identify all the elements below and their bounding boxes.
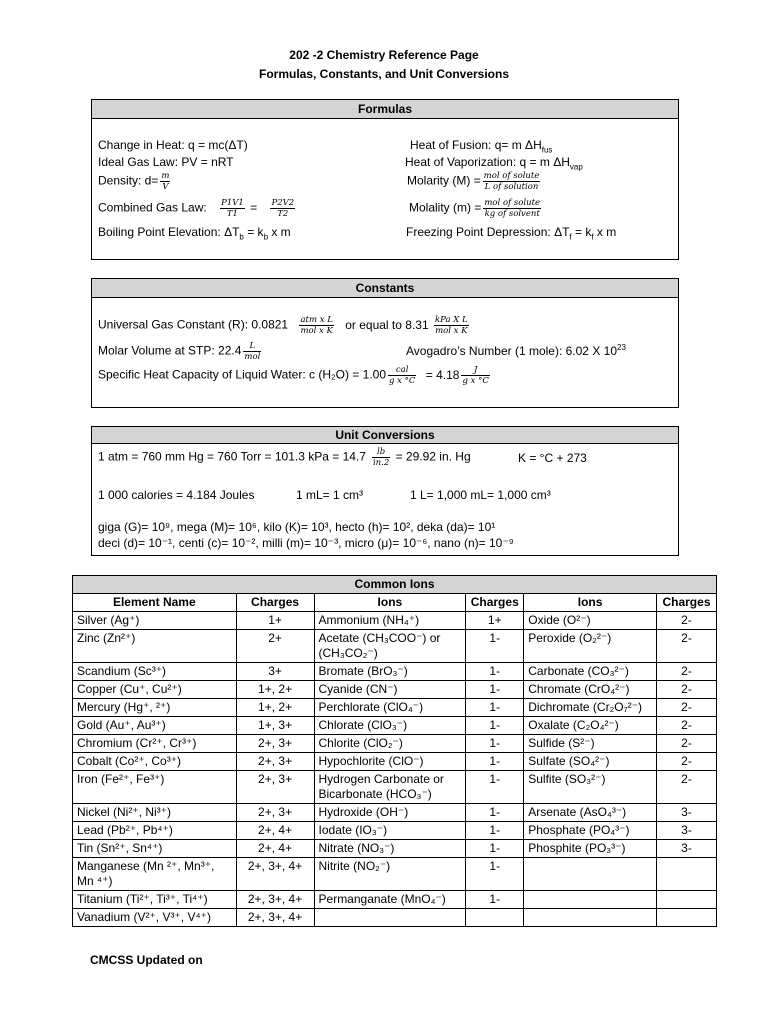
table-cell: Hydrogen Carbonate or Bicarbonate (HCO₃⁻)	[314, 771, 466, 804]
ions-table-caption: Common Ions	[73, 576, 717, 594]
spec-heat-den2: g x °C	[462, 376, 489, 386]
table-cell: 2+, 3+	[236, 804, 314, 822]
avogadro-text: Avogadro’s Number (1 mole): 6.02 X 10	[406, 344, 618, 358]
table-cell: 1+	[236, 612, 314, 630]
table-cell: 2-	[656, 753, 716, 771]
table-cell: 2+, 3+, 4+	[236, 891, 314, 909]
table-cell	[656, 909, 716, 927]
table-row	[73, 612, 717, 630]
table-cell: Chlorite (ClO₂⁻)	[314, 735, 466, 753]
table-cell: 1+	[466, 612, 524, 630]
boiling-point-formula	[98, 225, 291, 241]
vap-text: Heat of Vaporization: q = m ΔH	[405, 155, 570, 169]
table-cell: 1-	[466, 699, 524, 717]
table-cell: Nitrate (NO₃⁻)	[314, 840, 466, 858]
molarity-formula	[407, 171, 542, 192]
density-den: V	[162, 182, 169, 192]
table-row	[73, 822, 717, 840]
table-cell	[656, 858, 716, 891]
molality-den: kg of solvent	[484, 209, 540, 219]
constants-heading: Constants	[92, 279, 678, 298]
molar-volume-line	[98, 341, 263, 362]
table-cell: Permanganate (MnO₄⁻)	[314, 891, 466, 909]
heat-vaporization-formula	[405, 155, 583, 171]
table-cell: Cobalt (Co²⁺, Co³⁺)	[73, 753, 237, 771]
specific-heat-line	[98, 365, 492, 386]
table-cell: 2+, 3+, 4+	[236, 858, 314, 891]
gas-const-den1: mol x K	[300, 326, 333, 336]
table-cell: 1-	[466, 681, 524, 699]
table-cell: 2+, 3+	[236, 771, 314, 804]
conversions-heading: Unit Conversions	[92, 427, 678, 444]
table-cell: Perchlorate (ClO₄⁻)	[314, 699, 466, 717]
molality-label: Molality (m) =	[409, 200, 482, 215]
bpe-text: Boiling Point Elevation: ΔT	[98, 225, 240, 239]
liter-conversion: 1 L= 1,000 mL= 1,000 cm³	[410, 488, 551, 502]
ml-conversion: 1 mL= 1 cm³	[296, 488, 364, 502]
specific-heat-fraction-2	[461, 365, 489, 386]
table-cell: Oxide (O²⁻)	[524, 612, 657, 630]
gas-const-num2: kPa X L	[434, 315, 468, 325]
table-cell: 1-	[466, 771, 524, 804]
formulas-heading: Formulas	[92, 100, 678, 119]
heat-change-formula: Change in Heat: q = mc(ΔT)	[98, 138, 248, 152]
footer-note: CMCSS Updated on	[90, 953, 203, 967]
table-cell: 1-	[466, 804, 524, 822]
constants-section	[91, 278, 679, 408]
col-header-ions-2: Ions	[524, 594, 657, 612]
table-cell: Copper (Cu⁺, Cu²⁺)	[73, 681, 237, 699]
spec-heat-num1: cal	[388, 365, 416, 376]
fpd-sub: f	[569, 232, 572, 242]
table-cell: Phosphite (PO₃³⁻)	[524, 840, 657, 858]
spec-heat-den1: g x °C	[389, 376, 416, 386]
table-cell: 1+, 2+	[236, 681, 314, 699]
gas-constant-fraction-1	[299, 315, 333, 336]
pressure-num: lb	[372, 447, 390, 458]
gas-constant-or: or equal to 8.31	[345, 317, 429, 332]
bpe-mid: = k	[243, 225, 264, 239]
table-cell: 2+, 3+	[236, 753, 314, 771]
table-cell: Hydroxide (OH⁻)	[314, 804, 466, 822]
table-cell	[524, 909, 657, 927]
table-cell: 1-	[466, 717, 524, 735]
table-cell: 1-	[466, 858, 524, 891]
table-cell: Chlorate (ClO₃⁻)	[314, 717, 466, 735]
molar-volume-label: Molar Volume at STP: 22.4	[98, 343, 242, 358]
table-row	[73, 630, 717, 663]
table-cell	[466, 909, 524, 927]
fusion-sub: fus	[541, 145, 553, 155]
gas-const-den2: mol x K	[435, 326, 468, 336]
col-header-element-name: Element Name	[73, 594, 237, 612]
table-cell: 1-	[466, 630, 524, 663]
table-cell: Zinc (Zn²⁺)	[73, 630, 237, 663]
table-cell: Peroxide (O₂²⁻)	[524, 630, 657, 663]
table-cell: 1-	[466, 663, 524, 681]
gas-constant-fraction-2	[434, 315, 469, 336]
col-header-charges-3: Charges	[656, 594, 716, 612]
table-cell: Carbonate (CO₃²⁻)	[524, 663, 657, 681]
table-cell: 2-	[656, 771, 716, 804]
table-cell	[524, 858, 657, 891]
fpd-mid: = k	[571, 225, 592, 239]
table-cell: Ammonium (NH₄⁺)	[314, 612, 466, 630]
density-num: m	[161, 171, 170, 181]
gas-constant-label: Universal Gas Constant (R): 0.0821	[98, 317, 289, 332]
bpe-post: x m	[268, 225, 291, 239]
table-cell: Sulfate (SO₄²⁻)	[524, 753, 657, 771]
table-cell: 2-	[656, 630, 716, 663]
freezing-point-formula	[406, 225, 616, 241]
table-cell: 2-	[656, 663, 716, 681]
bpe-sub2: b	[263, 232, 269, 242]
table-row	[73, 735, 717, 753]
table-cell: Acetate (CH₃COO⁻) or (CH₃CO₂⁻)	[314, 630, 466, 663]
vap-sub: vap	[569, 162, 583, 172]
small-prefixes: deci (d)= 10⁻¹, centi (c)= 10⁻², milli (m)= 10⁻³, micro (μ)= 10⁻⁶, nano (n)= 10⁻⁹	[98, 536, 514, 550]
table-cell: Mercury (Hg⁺, ²⁺)	[73, 699, 237, 717]
combined-gas-formula	[98, 198, 297, 219]
table-cell: 1-	[466, 891, 524, 909]
table-cell: Oxalate (C₂O₄²⁻)	[524, 717, 657, 735]
table-cell: 2-	[656, 735, 716, 753]
specific-heat-fraction-1	[388, 365, 416, 386]
table-row	[73, 771, 717, 804]
table-cell	[524, 891, 657, 909]
molarity-num: mol of solute	[483, 171, 540, 181]
table-cell: Phosphate (PO₄³⁻)	[524, 822, 657, 840]
pressure-fraction	[372, 447, 390, 468]
ions-table-header-row	[73, 594, 717, 612]
combined-right-den: T2	[277, 209, 289, 219]
density-fraction	[160, 171, 170, 192]
combined-label: Combined Gas Law:	[98, 200, 207, 215]
formulas-section	[91, 99, 679, 260]
gas-constant-line	[98, 315, 471, 336]
table-cell: Chromate (CrO₄²⁻)	[524, 681, 657, 699]
table-cell: Nickel (Ni²⁺, Ni³⁺)	[73, 804, 237, 822]
ideal-gas-formula: Ideal Gas Law: PV = nRT	[98, 155, 234, 169]
combined-right-fraction	[270, 198, 295, 219]
table-cell: 3-	[656, 822, 716, 840]
fpd-post: x m	[593, 225, 617, 239]
molality-formula	[409, 198, 543, 219]
table-cell: Vanadium (V²⁺, V³⁺, V⁴⁺)	[73, 909, 237, 927]
table-cell: 1-	[466, 753, 524, 771]
table-cell: 1-	[466, 822, 524, 840]
avogadro-line	[406, 343, 626, 358]
table-cell: Sulfide (S²⁻)	[524, 735, 657, 753]
specific-heat-eq: = 4.18	[425, 367, 460, 382]
table-cell: Gold (Au⁺, Au³⁺)	[73, 717, 237, 735]
molality-fraction	[483, 198, 541, 219]
table-row	[73, 753, 717, 771]
table-cell: Lead (Pb²⁺, Pb⁴⁺)	[73, 822, 237, 840]
table-cell: Manganese (Mn ²⁺, Mn³⁺, Mn ⁴⁺)	[73, 858, 237, 891]
table-cell: Chromium (Cr²⁺, Cr³⁺)	[73, 735, 237, 753]
table-cell: Bromate (BrO₃⁻)	[314, 663, 466, 681]
table-cell: Arsenate (AsO₄³⁻)	[524, 804, 657, 822]
combined-equals: =	[250, 200, 258, 215]
molar-vol-den: mol	[244, 352, 261, 362]
pressure-conversion	[98, 447, 471, 468]
pressure-den: in.2	[372, 458, 390, 468]
table-cell: Sulfite (SO₃²⁻)	[524, 771, 657, 804]
table-row	[73, 717, 717, 735]
bpe-sub: b	[239, 232, 244, 242]
molarity-den: L of solution	[484, 182, 539, 192]
specific-heat-label: Specific Heat Capacity of Liquid Water: c (H₂O) = 1.00	[98, 367, 386, 382]
pressure-post: = 29.92 in. Hg	[395, 449, 471, 464]
table-row	[73, 909, 717, 927]
table-cell	[314, 909, 466, 927]
table-cell: 1-	[466, 735, 524, 753]
table-cell: Iodate (IO₃⁻)	[314, 822, 466, 840]
table-row	[73, 699, 717, 717]
table-cell: 2+, 3+	[236, 735, 314, 753]
density-label: Density: d=	[98, 173, 159, 188]
table-cell: Dichromate (Cr₂O₇²⁻)	[524, 699, 657, 717]
table-cell: 2+, 4+	[236, 840, 314, 858]
table-cell: 1+, 2+	[236, 699, 314, 717]
table-cell: 1-	[466, 840, 524, 858]
table-cell: Titanium (Ti²⁺, Ti³⁺, Ti⁴⁺)	[73, 891, 237, 909]
molar-volume-fraction	[243, 341, 261, 362]
fusion-text: Heat of Fusion: q= m ΔH	[410, 138, 542, 152]
heat-fusion-formula	[410, 138, 552, 154]
table-cell: 2-	[656, 681, 716, 699]
fpd-sub2: f	[591, 232, 594, 242]
table-cell: Cyanide (CN⁻)	[314, 681, 466, 699]
molality-num: mol of solute	[484, 198, 541, 208]
table-cell	[656, 891, 716, 909]
table-cell: 3+	[236, 663, 314, 681]
table-cell: 2+, 3+, 4+	[236, 909, 314, 927]
table-cell: Iron (Fe²⁺, Fe³⁺)	[73, 771, 237, 804]
table-cell: 1+, 3+	[236, 717, 314, 735]
combined-right-num: P2V2	[271, 198, 295, 208]
col-header-ions-1: Ions	[314, 594, 466, 612]
table-cell: 2+	[236, 630, 314, 663]
molarity-fraction	[483, 171, 541, 192]
kelvin-conversion: K = °C + 273	[518, 451, 587, 465]
combined-left-num: P1V1	[221, 198, 244, 208]
table-cell: 3-	[656, 840, 716, 858]
col-header-charges-2: Charges	[466, 594, 524, 612]
table-row	[73, 804, 717, 822]
table-cell: 2-	[656, 612, 716, 630]
common-ions-table	[72, 575, 717, 927]
table-row	[73, 663, 717, 681]
table-row	[73, 681, 717, 699]
pressure-text: 1 atm = 760 mm Hg = 760 Torr = 101.3 kPa = 14.7	[98, 449, 366, 464]
table-row	[73, 840, 717, 858]
fpd-text: Freezing Point Depression: ΔT	[406, 225, 570, 239]
conversions-section	[91, 426, 679, 556]
spec-heat-num2: J	[461, 365, 489, 376]
table-cell: Tin (Sn²⁺, Sn⁴⁺)	[73, 840, 237, 858]
table-row	[73, 891, 717, 909]
molarity-label: Molarity (M) =	[407, 173, 481, 188]
table-cell: 3-	[656, 804, 716, 822]
table-row	[73, 858, 717, 891]
table-cell: Scandium (Sc³⁺)	[73, 663, 237, 681]
gas-const-num1: atm x L	[300, 315, 333, 325]
page-subtitle: Formulas, Constants, and Unit Conversions	[258, 67, 510, 81]
combined-left-den: T1	[226, 209, 238, 219]
table-cell: 2+, 4+	[236, 822, 314, 840]
page-title: 202 -2 Chemistry Reference Page	[289, 48, 479, 62]
combined-left-fraction	[220, 198, 245, 219]
large-prefixes: giga (G)= 10⁹, mega (M)= 10⁶, kilo (K)= 10³, hecto (h)= 10², deka (da)= 10¹	[98, 520, 496, 534]
calorie-conversion: 1 000 calories = 4.184 Joules	[98, 488, 255, 502]
molar-vol-num: L	[243, 341, 261, 352]
avogadro-exp: 23	[617, 343, 626, 352]
col-header-charges-1: Charges	[236, 594, 314, 612]
table-cell: Nitrite (NO₂⁻)	[314, 858, 466, 891]
density-formula	[98, 171, 172, 192]
table-cell: Silver (Ag⁺)	[73, 612, 237, 630]
table-cell: 2-	[656, 717, 716, 735]
table-cell: 2-	[656, 699, 716, 717]
table-cell: Hypochlorite (ClO⁻)	[314, 753, 466, 771]
